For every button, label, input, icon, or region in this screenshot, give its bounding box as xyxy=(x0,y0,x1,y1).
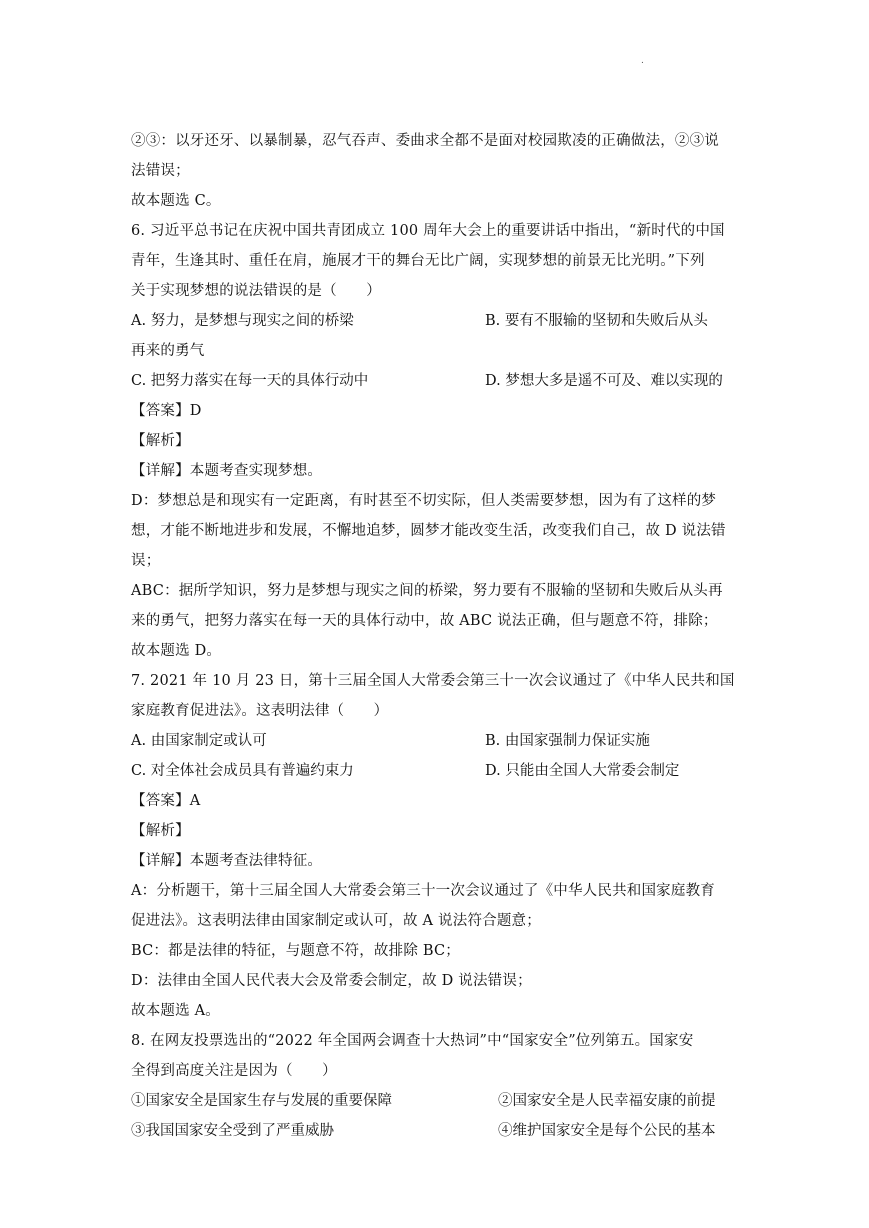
text-line: 故本题选 C。 xyxy=(131,193,221,209)
option-d: D. 只能由全国人大常委会制定 xyxy=(485,763,680,779)
explanation-line: D：法律由全国人民代表大会及常委会制定，故 D 说法错误； xyxy=(131,973,532,989)
statement-row xyxy=(131,1091,741,1111)
explanation-line: 故本题选 A。 xyxy=(131,1003,220,1019)
explanation-line: 误； xyxy=(131,553,161,569)
text-line: ②③：以牙还牙、以暴制暴，忍气吞声、委曲求全都不是面对校园欺凌的正确做法，②③说 xyxy=(131,133,719,149)
explanation-line: 来的勇气，把努力落实在每一天的具体行动中，故 ABC 说法正确，但与题意不符，排除； xyxy=(131,613,718,629)
option-row xyxy=(131,311,741,331)
option-a: A. 努力，是梦想与现实之间的桥梁 xyxy=(131,313,354,329)
answer-label: 【答案】A xyxy=(131,793,201,809)
question-7-stem: 家庭教育促进法》。这表明法律（ ） xyxy=(131,703,389,719)
option-b-continuation: 再来的勇气 xyxy=(131,343,205,359)
option-c: C. 把努力落实在每一天的具体行动中 xyxy=(131,373,369,389)
option-c: C. 对全体社会成员具有普遍约束力 xyxy=(131,763,354,779)
explanation-line: 故本题选 D。 xyxy=(131,643,222,659)
detail-label: 【详解】本题考查法律特征。 xyxy=(131,853,323,869)
question-8-stem: 8. 在网友投票选出的“2022 年全国两会调查十大热词”中“国家安全”位列第五。国家安 xyxy=(131,1033,694,1049)
question-7-stem: 7. 2021 年 10 月 23 日，第十三届全国人大常委会第三十一次会议通过了《中华人民共和国 xyxy=(131,673,735,689)
option-row xyxy=(131,761,741,781)
explanation-line: A：分析题干，第十三届全国人大常委会第三十一次会议通过了《中华人民共和国家庭教育 xyxy=(131,883,715,899)
explanation-line: D：梦想总是和现实有一定距离，有时甚至不切实际，但人类需要梦想，因为有了这样的梦 xyxy=(131,493,717,509)
statement-1: ①国家安全是国家生存与发展的重要保障 xyxy=(131,1093,392,1109)
question-6-stem: 青年，生逢其时、重任在肩，施展才干的舞台无比广阔，实现梦想的前景无比光明。”下列 xyxy=(131,253,705,269)
text-line: 法错误； xyxy=(131,163,190,179)
detail-label: 【详解】本题考查实现梦想。 xyxy=(131,463,323,479)
option-b: B. 由国家强制力保证实施 xyxy=(485,733,650,749)
option-a: A. 由国家制定或认可 xyxy=(131,733,267,749)
page-dot: . xyxy=(641,56,644,66)
analysis-label: 【解析】 xyxy=(131,433,190,449)
analysis-label: 【解析】 xyxy=(131,823,190,839)
statement-2: ②国家安全是人民幸福安康的前提 xyxy=(498,1093,716,1109)
statement-3: ③我国国家安全受到了严重威胁 xyxy=(131,1123,334,1139)
explanation-line: 促进法》。这表明法律由国家制定或认可，故 A 说法符合题意； xyxy=(131,913,541,929)
explanation-line: BC：都是法律的特征，与题意不符，故排除 BC； xyxy=(131,943,460,959)
option-d: D. 梦想大多是遥不可及、难以实现的 xyxy=(485,373,723,389)
question-8-stem: 全得到高度关注是因为（ ） xyxy=(131,1063,337,1079)
statement-row xyxy=(131,1121,741,1141)
question-6-stem: 6. 习近平总书记在庆祝中国共青团成立 100 周年大会上的重要讲话中指出，“新时代的中国 xyxy=(131,223,725,239)
question-6-stem: 关于实现梦想的说法错误的是（ ） xyxy=(131,283,381,299)
statement-4: ④维护国家安全是每个公民的基本 xyxy=(498,1123,716,1139)
option-row xyxy=(131,371,741,391)
option-b: B. 要有不服输的坚韧和失败后从头 xyxy=(485,313,708,329)
explanation-line: ABC：据所学知识，努力是梦想与现实之间的桥梁，努力要有不服输的坚韧和失败后从头再 xyxy=(131,583,723,599)
answer-label: 【答案】D xyxy=(131,403,202,419)
explanation-line: 想，才能不断地进步和发展，不懈地追梦，圆梦才能改变生活，改变我们自己，故 D 说法错 xyxy=(131,523,726,539)
option-row xyxy=(131,731,741,751)
